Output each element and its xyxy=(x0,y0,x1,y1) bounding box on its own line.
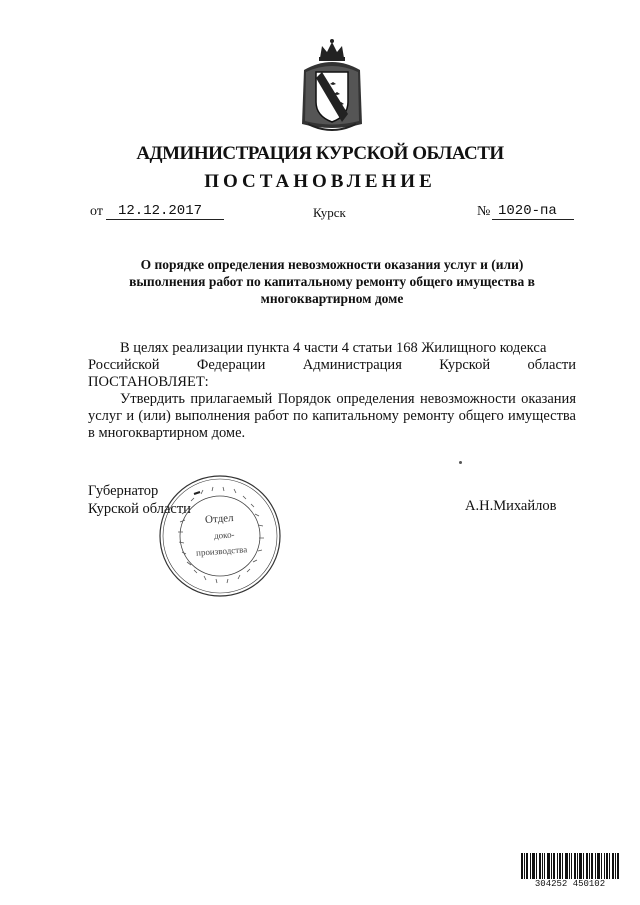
word: Курской xyxy=(439,357,491,373)
stamp-text: Отдел xyxy=(204,512,234,526)
barcode-number: 304252 450102 xyxy=(521,879,619,890)
position-line: Курской области xyxy=(88,501,191,517)
document-city: Курск xyxy=(313,205,346,220)
date-prefix: от xyxy=(90,204,103,219)
document-date: 12.12.2017 xyxy=(106,204,224,220)
word: Российской xyxy=(88,357,160,373)
stamp-text: производства xyxy=(195,544,248,558)
organization-title: АДМИНИСТРАЦИЯ КУРСКОЙ ОБЛАСТИ xyxy=(136,143,504,164)
coat-of-arms-emblem xyxy=(296,36,368,136)
paragraph-preamble xyxy=(88,340,576,391)
dot-mark xyxy=(459,461,462,464)
document-subject xyxy=(90,256,574,307)
decree-keyword: ПОСТАНОВЛЯЕТ: xyxy=(88,374,209,390)
signatory-name: А.Н.Михайлов xyxy=(465,498,557,514)
word: области xyxy=(527,357,576,373)
stamp-text: доко- xyxy=(213,529,235,541)
paragraph-line-justified xyxy=(88,357,576,374)
paragraph-line: В целях реализации пункта 4 части 4 статьи 168 Жилищного кодекса xyxy=(120,340,547,356)
subject-line: многоквартирном доме xyxy=(260,291,404,306)
document-number: 1020-па xyxy=(492,204,574,220)
paragraph-decision: Утвердить прилагаемый Порядок определения невозможности оказания услуг и (или) выполнения работ по капитальному ремонту общего имущества в многоквартирном доме. xyxy=(88,391,576,441)
word: Федерации xyxy=(196,357,266,373)
word: Администрация xyxy=(302,357,402,373)
position-line: Губернатор xyxy=(88,483,159,499)
document-type: ПОСТАНОВЛЕНИЕ xyxy=(204,171,436,192)
number-prefix: № xyxy=(477,204,491,219)
subject-line: О порядке определения невозможности оказания услуг и (или) xyxy=(140,257,524,272)
subject-line: выполнения работ по капитальному ремонту общего имущества в xyxy=(129,274,535,289)
